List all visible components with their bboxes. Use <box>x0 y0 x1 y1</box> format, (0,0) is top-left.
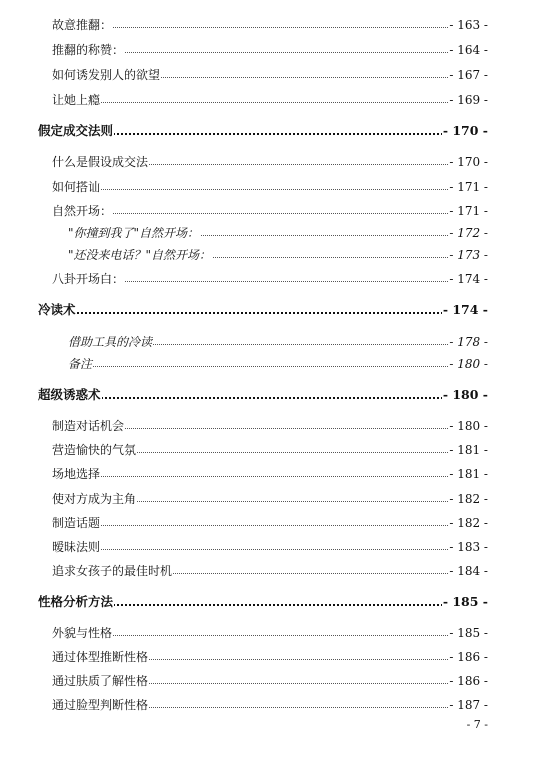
dot-leader <box>68 366 448 367</box>
toc-entry-page: - 174 - <box>449 272 488 286</box>
toc-chapter[interactable] <box>0 386 540 404</box>
toc-chapter-page: - 174 - <box>442 302 488 317</box>
toc-subentry-title: 借助工具的冷读 <box>68 335 153 349</box>
toc-entry-page: - 183 - <box>449 540 488 554</box>
toc-subentry[interactable] <box>0 224 540 242</box>
toc-entry-page: - 181 - <box>449 467 488 481</box>
dot-leader <box>38 312 446 314</box>
toc-entry[interactable] <box>0 202 540 220</box>
toc-entry-title: 如何搭讪 <box>52 180 101 194</box>
toc-entry-page: - 164 - <box>449 43 488 57</box>
toc-entry-page: - 184 - <box>449 564 488 578</box>
toc-entry-title: 推翻的称赞： <box>52 43 125 57</box>
toc-entry[interactable] <box>0 465 540 483</box>
toc-entry-title: 营造愉快的气氛 <box>52 443 137 457</box>
toc-chapter-title: 超级诱惑术 <box>38 387 101 402</box>
toc-chapter-title: 冷读术 <box>38 302 76 317</box>
toc-chapter[interactable] <box>0 593 540 611</box>
toc-subentry-title: 备注 <box>68 357 93 371</box>
page-number: - 7 - <box>466 718 488 731</box>
toc-entry[interactable] <box>0 648 540 666</box>
toc-entry-page: - 182 - <box>449 492 488 506</box>
dot-leader <box>52 476 448 477</box>
toc-subentry[interactable] <box>0 333 540 351</box>
toc-entry-title: 让她上瘾 <box>52 93 101 107</box>
dot-leader <box>52 549 448 550</box>
toc-entry[interactable] <box>0 672 540 690</box>
toc-entry-title: 故意推翻： <box>52 18 113 32</box>
toc-entry-title: 如何诱发别人的欲望 <box>52 68 161 82</box>
toc-subentry-title: "还没来电话？"自然开场： <box>68 248 212 262</box>
toc-entry[interactable] <box>0 270 540 288</box>
toc-entry[interactable] <box>0 538 540 556</box>
toc-entry-title: 制造对话机会 <box>52 419 125 433</box>
toc-entry[interactable] <box>0 16 540 34</box>
toc-entry[interactable] <box>0 624 540 642</box>
toc-entry-title: 外貌与性格 <box>52 626 113 640</box>
toc-entry-page: - 180 - <box>449 419 488 433</box>
toc-entry-title: 制造话题 <box>52 516 101 530</box>
toc-subentry-page: - 173 - <box>449 248 488 262</box>
toc-entry-title: 什么是假设成交法 <box>52 155 149 169</box>
toc-subentry-page: - 178 - <box>449 335 488 349</box>
toc-entry-page: - 182 - <box>449 516 488 530</box>
toc-entry-page: - 167 - <box>449 68 488 82</box>
toc-chapter-page: - 180 - <box>442 387 488 402</box>
toc-entry-title: 通过脸型判断性格 <box>52 698 149 712</box>
toc-chapter[interactable] <box>0 122 540 140</box>
toc-entry[interactable] <box>0 490 540 508</box>
toc-entry-page: - 170 - <box>449 155 488 169</box>
dot-leader <box>52 525 448 526</box>
toc-entry-title: 八卦开场白： <box>52 272 125 286</box>
toc-subentry-title: "你撞到我了"自然开场： <box>68 226 200 240</box>
toc-subentry[interactable] <box>0 355 540 373</box>
toc-entry[interactable] <box>0 696 540 714</box>
toc-subentry[interactable] <box>0 246 540 264</box>
toc-entry-title: 自然开场： <box>52 204 113 218</box>
toc-entry-page: - 186 - <box>449 674 488 688</box>
toc-entry[interactable] <box>0 91 540 109</box>
toc-entry-page: - 181 - <box>449 443 488 457</box>
toc-entry[interactable] <box>0 178 540 196</box>
toc-subentry-page: - 172 - <box>449 226 488 240</box>
toc-entry-title: 通过体型推断性格 <box>52 650 149 664</box>
toc-entry[interactable] <box>0 514 540 532</box>
toc-chapter[interactable] <box>0 301 540 319</box>
toc-entry[interactable] <box>0 66 540 84</box>
toc-entry-page: - 171 - <box>449 204 488 218</box>
toc-entry-page: - 185 - <box>449 626 488 640</box>
toc-entry-page: - 186 - <box>449 650 488 664</box>
toc-entry-title: 暧昧法则 <box>52 540 101 554</box>
toc-entry-title: 使对方成为主角 <box>52 492 137 506</box>
toc-chapter-title: 性格分析方法 <box>38 594 114 609</box>
dot-leader <box>52 189 448 190</box>
toc-entry[interactable] <box>0 41 540 59</box>
toc-entry-page: - 169 - <box>449 93 488 107</box>
toc-entry-title: 通过肤质了解性格 <box>52 674 149 688</box>
toc-entry[interactable] <box>0 153 540 171</box>
toc-entry-page: - 171 - <box>449 180 488 194</box>
toc-entry-page: - 163 - <box>449 18 488 32</box>
toc-entry[interactable] <box>0 562 540 580</box>
toc-chapter-title: 假定成交法则 <box>38 123 114 138</box>
toc-entry-title: 场地选择 <box>52 467 101 481</box>
toc-entry-title: 追求女孩子的最佳时机 <box>52 564 173 578</box>
toc-entry[interactable] <box>0 417 540 435</box>
toc-entry[interactable] <box>0 441 540 459</box>
toc-chapter-page: - 185 - <box>442 594 488 609</box>
toc-chapter-page: - 170 - <box>442 123 488 138</box>
toc-entry-page: - 187 - <box>449 698 488 712</box>
toc-subentry-page: - 180 - <box>449 357 488 371</box>
dot-leader <box>52 102 448 103</box>
